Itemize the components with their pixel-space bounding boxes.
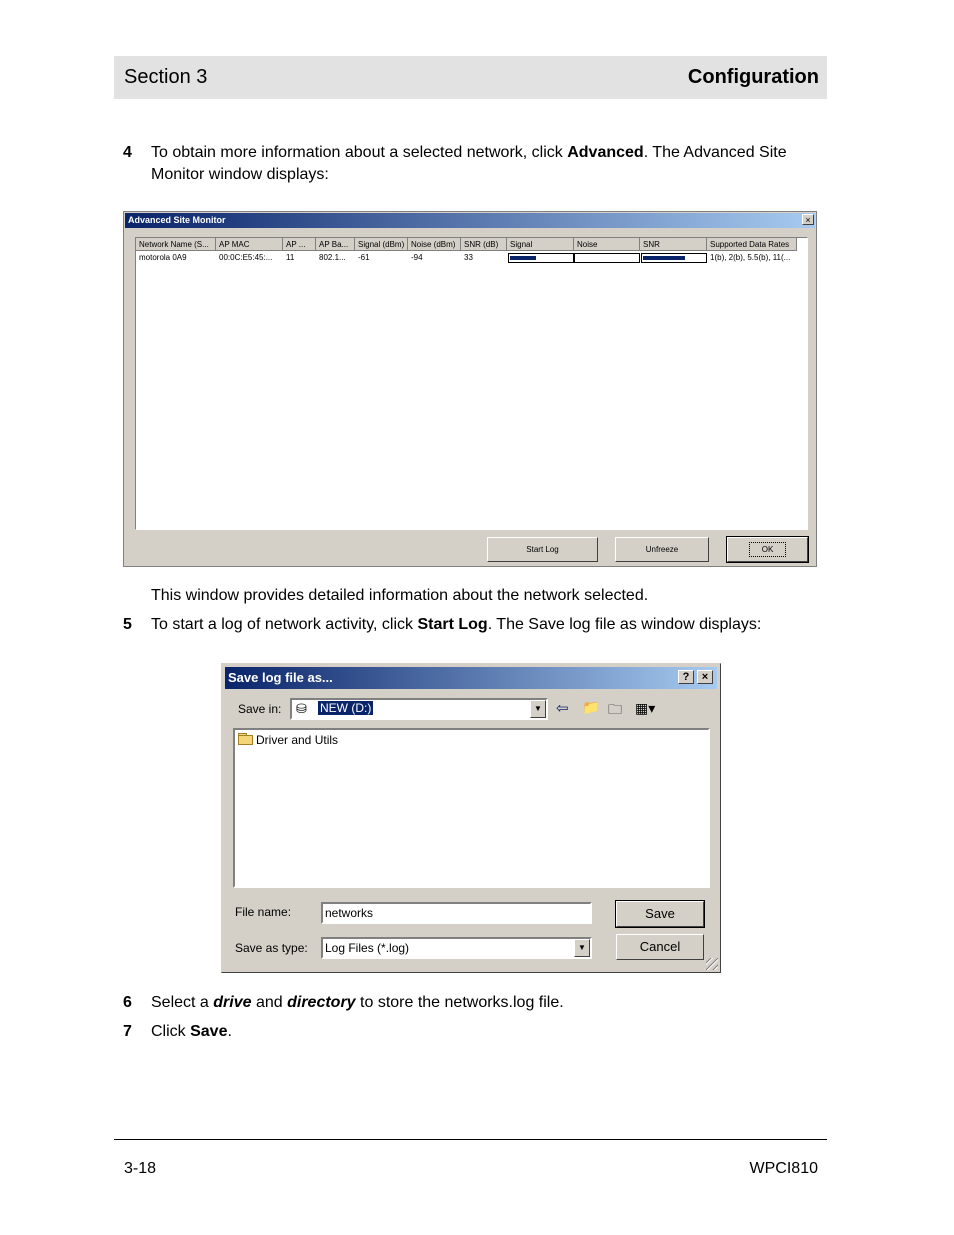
save-in-label: Save in: [238,702,282,716]
document-id: WPCI810 [749,1160,818,1177]
snr-bar-fill [643,256,685,260]
network-list[interactable] [135,237,808,530]
step-text [151,1021,821,1043]
snr-bar [641,253,707,263]
new-folder-icon[interactable]: 🗀 [608,701,622,717]
save-in-value: NEW (D:) [320,701,372,715]
bold-italic-text: drive [213,994,252,1011]
page-number: 3-18 [124,1160,157,1177]
close-icon[interactable]: × [697,670,713,684]
column-header[interactable]: AP ... [283,238,316,251]
folder-icon [238,733,253,745]
signal-bar [508,253,574,263]
column-header[interactable]: Network Name (S... [136,238,216,251]
cell-ap-mac: 00:0C:E5:45:... [219,253,273,262]
folder-item[interactable]: Driver and Utils [256,733,339,747]
step-text [151,992,821,1014]
bold-text: Advanced [567,144,644,161]
cell-signal: -61 [358,253,370,262]
step-number: 4 [123,144,132,161]
text: To obtain more information about a selected network, click [151,144,568,161]
column-header[interactable]: SNR (dB) [461,238,507,251]
dialog-title: Save log file as... [225,667,717,689]
text: . The Save log file as window displays: [487,616,762,633]
file-list[interactable] [233,728,710,888]
step-number: 7 [123,1023,132,1040]
column-header[interactable]: Noise [574,238,640,251]
help-icon[interactable]: ? [678,670,694,684]
start-log-button[interactable]: Start Log [487,537,598,562]
cell-ap-band: 802.1... [319,253,346,262]
file-name-label: File name: [235,905,292,919]
file-name-input[interactable]: networks [321,902,592,924]
advanced-site-monitor-window [123,211,817,567]
ok-label: OK [749,542,787,557]
noise-bar [574,253,640,263]
step-4-note: This window provides detailed information about the network selected. [151,587,649,604]
text: Click [151,1023,191,1040]
ok-button[interactable] [727,537,808,562]
resize-grip-icon[interactable] [706,958,718,970]
text: To start a log of network activity, click [151,616,418,633]
save-log-file-dialog [221,663,721,973]
chevron-down-icon[interactable]: ▼ [574,939,590,957]
bold-text: Save [190,1023,228,1040]
section-label: Section 3 [124,66,208,88]
text: . The Advanced Site Monitor window displays: [151,144,787,183]
close-icon[interactable]: × [802,214,814,225]
column-header[interactable]: Signal [507,238,574,251]
step-text [151,142,821,186]
text: to store the networks.log file. [355,994,564,1011]
text: . [227,1023,232,1040]
save-button[interactable]: Save [616,901,704,927]
step-number: 6 [123,994,132,1011]
save-as-type-value: Log Files (*.log) [325,941,410,955]
column-header[interactable]: Noise (dBm) [408,238,461,251]
column-header[interactable]: SNR [640,238,707,251]
unfreeze-button[interactable]: Unfreeze [615,537,709,562]
cancel-button[interactable]: Cancel [616,934,704,960]
view-menu-icon[interactable]: ▦▾ [635,700,656,716]
text: and [251,994,288,1011]
cell-ap: 11 [286,253,295,262]
column-header[interactable]: Signal (dBm) [355,238,408,251]
bold-text: Start Log [417,616,488,633]
section-title: Configuration [687,66,819,88]
step-number: 5 [123,616,132,633]
drive-icon: ⛁ [296,701,307,716]
cell-noise: -94 [411,253,423,262]
chevron-down-icon[interactable]: ▼ [530,700,546,718]
column-header[interactable]: AP Ba... [316,238,355,251]
text: Select a [151,994,214,1011]
step-text [151,614,821,636]
bold-italic-text: directory [287,994,356,1011]
signal-bar-fill [510,256,536,260]
save-as-type-dropdown[interactable] [321,937,592,959]
cell-network-name[interactable]: motorola 0A9 [139,253,187,262]
column-header[interactable]: AP MAC [216,238,283,251]
column-header[interactable]: Supported Data Rates [707,238,797,251]
footer-rule [114,1139,827,1140]
window-title: Advanced Site Monitor [125,213,815,228]
up-folder-icon[interactable]: 📁 [582,699,600,715]
save-as-type-label: Save as type: [235,941,308,955]
cell-data-rates: 1(b), 2(b), 5.5(b), 11(... [710,253,791,262]
save-in-dropdown[interactable] [290,698,548,720]
section-header [114,56,827,99]
back-arrow-icon[interactable]: ⇦ [556,700,569,717]
cell-snr: 33 [464,253,473,262]
